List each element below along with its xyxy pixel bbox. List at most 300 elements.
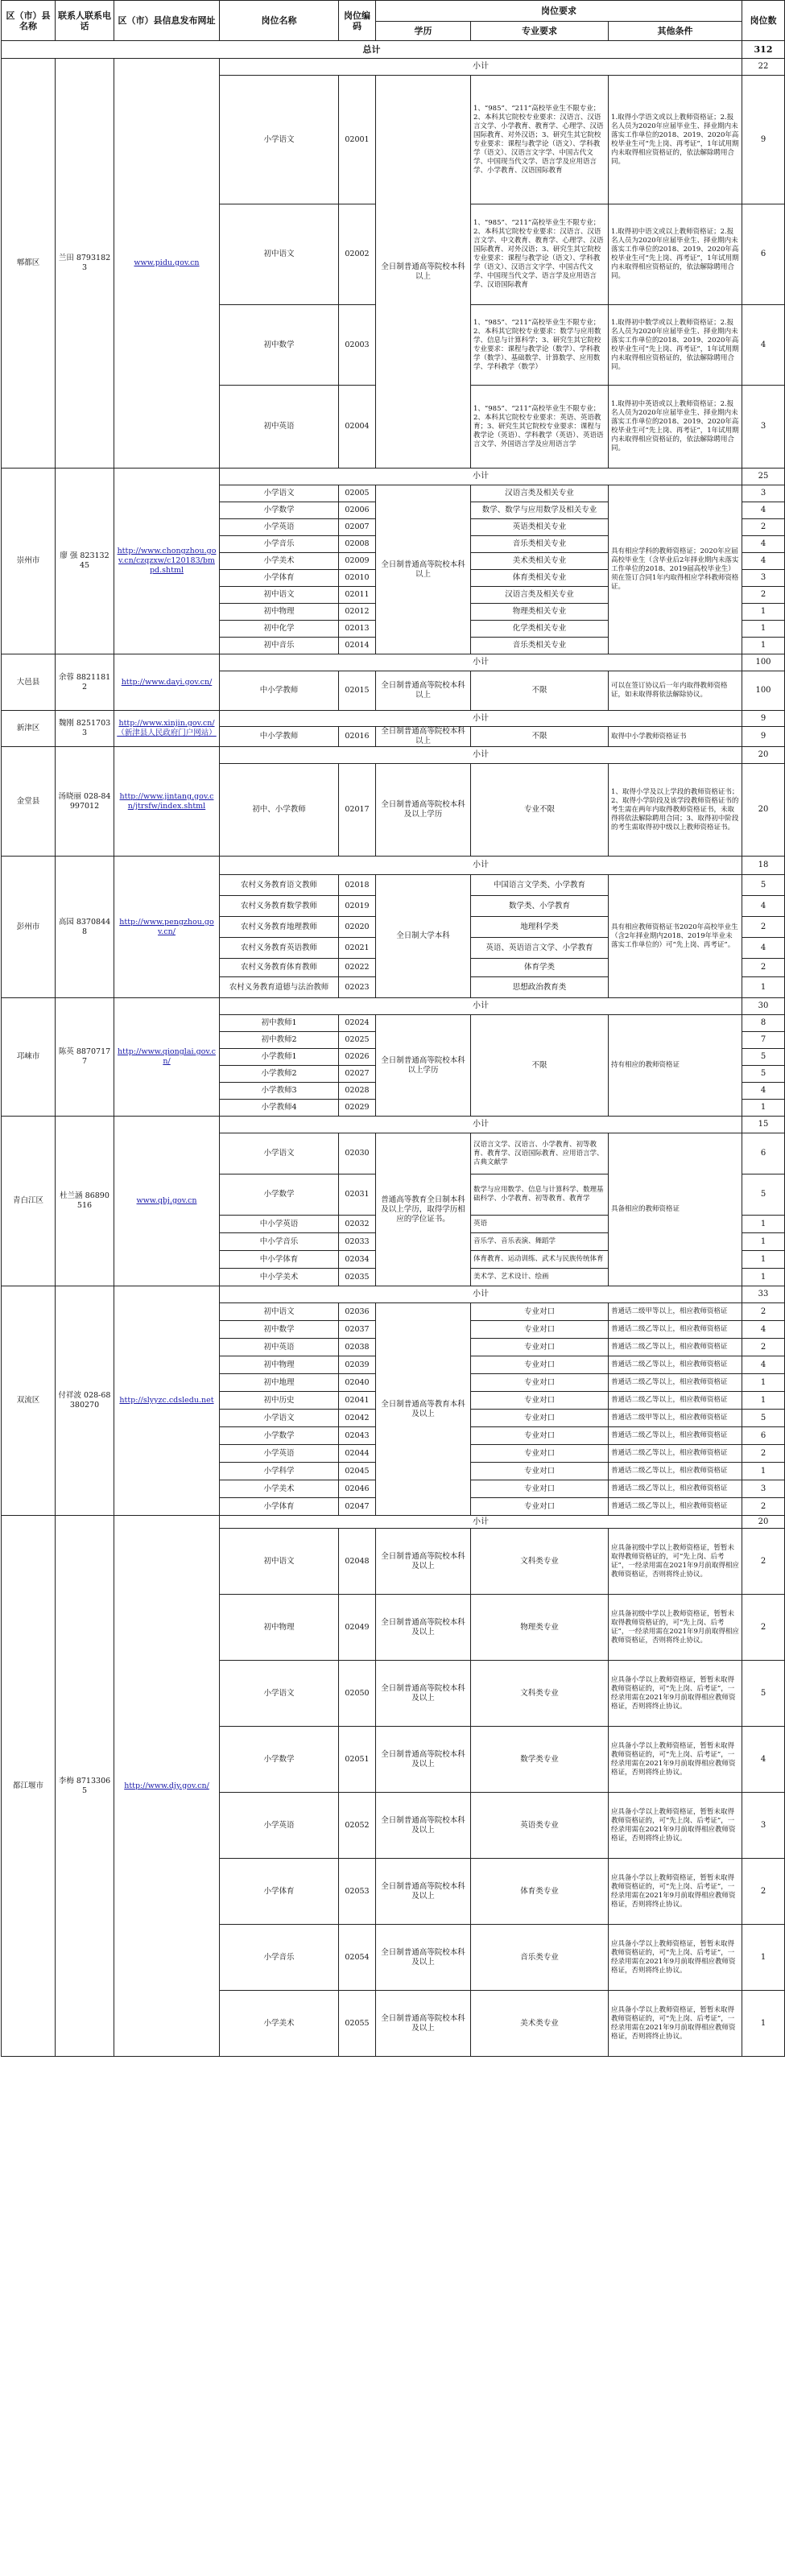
post-count: 100 [742,671,785,711]
post-code: 02026 [339,1049,376,1066]
edu-requirement: 全日制普通高等院校本科及以上 [376,1727,471,1793]
post-name: 小学教师1 [220,1049,339,1066]
subtotal-value: 33 [742,1286,785,1303]
post-name: 小学语文 [220,1661,339,1727]
district-name: 郫都区 [2,59,56,469]
edu-requirement: 全日制大学本科 [376,875,471,998]
district-name: 新津区 [2,711,56,747]
post-code: 02030 [339,1133,376,1174]
subtotal-label: 小计 [220,998,742,1015]
website-cell [114,998,220,1117]
edu-requirement: 全日制普通高等院校本科及以上 [376,1529,471,1595]
post-name: 中小学教师 [220,671,339,711]
major-requirement: 专业对口 [471,1356,609,1374]
post-code: 02015 [339,671,376,711]
post-count: 4 [742,1727,785,1793]
post-count: 2 [742,1595,785,1661]
post-count: 2 [742,1859,785,1925]
contact-info: 付祥波 028-68380270 [56,1286,114,1516]
subtotal-label: 小计 [220,59,742,76]
table-row [2,59,785,76]
major-requirement: 英语、英语语言文学、小学教育 [471,938,609,959]
recruitment-table [1,0,785,2057]
post-code: 02024 [339,1015,376,1032]
contact-info: 廖 强 82313245 [56,469,114,654]
major-requirement: 专业对口 [471,1374,609,1392]
major-requirement: 不限 [471,727,609,747]
edu-requirement: 全日制普通高等院校本科以上 [376,727,471,747]
post-code: 02031 [339,1174,376,1216]
post-name: 中小学美术 [220,1269,339,1286]
major-requirement: 专业对口 [471,1463,609,1480]
post-code: 02021 [339,938,376,959]
major-requirement: 专业对口 [471,1480,609,1498]
header-count: 岗位数 [742,1,785,41]
major-requirement: 汉语言类及相关专业 [471,587,609,604]
other-conditions: 应具备初级中学以上教师资格证，暂暂未取得教师资格证的，可“先上岗、后考证”，一经录用需在2021年9月前取得相应教师资格证，否则将终止协议。 [609,1595,742,1661]
other-conditions: 1.取得小学语文或以上教师资格证；2.报名人员为2020年应届毕业生、择业期内未落实工作单位的2018、2019、2020年高校毕业生可“先上岗、再考证”，1年试用期内未取得相应资格证的，依法解除聘用合同。 [609,76,742,204]
major-requirement: 1、“985”、“211”高校毕业生不限专业；2、本科其它院校专业要求：数学与应用数学、信息与计算科学；3、研究生其它院校专业要求：课程与教学论（数学）、学科教学（数学）、基础数学、计算数学、应用数学、学科教学（数学） [471,305,609,386]
website-link[interactable]: www.qbj.gov.cn [136,1196,197,1205]
edu-requirement: 全日制普通高等院校本科以上 [376,485,471,654]
subtotal-value: 18 [742,857,785,875]
major-requirement: 文科类专业 [471,1661,609,1727]
other-conditions: 普通话二级乙等以上，相应教师资格证 [609,1427,742,1445]
website-cell [114,469,220,654]
major-requirement: 美术学、艺术设计、绘画 [471,1269,609,1286]
website-cell [114,857,220,998]
edu-requirement: 普通高等教育全日制本科及以上学历，取得学历相应的学位证书。 [376,1133,471,1286]
post-name: 小学教师3 [220,1083,339,1100]
post-code: 02050 [339,1661,376,1727]
post-code: 02003 [339,305,376,386]
website-cell [114,1286,220,1516]
other-conditions: 应具备小学以上教师资格证，暂暂未取得教师资格证的，可“先上岗、后考证”，一经录用需在2021年9月前取得相应教师资格证，否则将终止协议。 [609,1727,742,1793]
header-post-name: 岗位名称 [220,1,339,41]
other-conditions: 普通话二级乙等以上，相应教师资格证 [609,1374,742,1392]
post-name: 小学科学 [220,1463,339,1480]
table-row [2,654,785,671]
major-requirement: 不限 [471,1015,609,1117]
major-requirement: 专业对口 [471,1392,609,1410]
major-requirement: 数学与应用数学、信息与计算科学、数理基础科学、小学教育、初等教育、教育学 [471,1174,609,1216]
post-count: 3 [742,1480,785,1498]
post-code: 02014 [339,638,376,654]
other-conditions: 普通话二级甲等以上，相应教师资格证 [609,1410,742,1427]
major-requirement: 音乐类相关专业 [471,536,609,553]
post-count: 1 [742,1269,785,1286]
major-requirement: 中国语言文学类、小学教育 [471,875,609,896]
post-count: 1 [742,1100,785,1117]
table-row [2,1516,785,1529]
post-name: 农村义务教育英语教师 [220,938,339,959]
post-name: 小学数学 [220,1427,339,1445]
post-code: 02032 [339,1216,376,1233]
post-name: 中小学英语 [220,1216,339,1233]
post-code: 02039 [339,1356,376,1374]
post-count: 1 [742,1216,785,1233]
post-name: 初中教师2 [220,1032,339,1049]
post-name: 初中英语 [220,1339,339,1356]
post-name: 初中历史 [220,1392,339,1410]
post-code: 02048 [339,1529,376,1595]
post-count: 6 [742,1427,785,1445]
district-name: 彭州市 [2,857,56,998]
subtotal-label: 小计 [220,1117,742,1133]
post-code: 02016 [339,727,376,747]
post-count: 2 [742,519,785,536]
major-requirement: 英语 [471,1216,609,1233]
post-code: 02027 [339,1066,376,1083]
edu-requirement: 全日制普通高等院校本科以上学历 [376,1015,471,1117]
website-link[interactable]: www.pidu.gov.cn [134,258,200,267]
subtotal-value: 100 [742,654,785,671]
website-link[interactable]: http://slyyzc.cdsledu.net [119,1396,214,1405]
other-conditions: 普通话二级乙等以上，相应教师资格证 [609,1498,742,1516]
post-count: 2 [742,1303,785,1321]
contact-info: 杜兰涵 86890516 [56,1117,114,1286]
post-code: 02040 [339,1374,376,1392]
post-count: 4 [742,502,785,519]
major-requirement: 专业不限 [471,764,609,857]
subtotal-value: 20 [742,747,785,764]
post-code: 02037 [339,1321,376,1339]
contact-info: 李梅 87133065 [56,1516,114,2057]
subtotal-label: 小计 [220,1516,742,1529]
other-conditions: 普通话二级乙等以上，相应教师资格证 [609,1445,742,1463]
post-count: 4 [742,1083,785,1100]
website-link[interactable]: http://www.jintang.gov.cn/jtrsfw/index.shtml [119,791,214,811]
other-conditions: 具备相应的教师资格证 [609,1133,742,1286]
district-name: 崇州市 [2,469,56,654]
post-name: 农村义务教育数学教师 [220,896,339,917]
other-conditions: 1.取得初中数学或以上教师资格证；2.报名人员为2020年应届毕业生、择业期内未落实工作单位的2018、2019、2020年高校毕业生可“先上岗、再考证”，1年试用期内未取得相应资格证的，依法解除聘用合同。 [609,305,742,386]
post-code: 02043 [339,1427,376,1445]
post-name: 小学语文 [220,76,339,204]
post-name: 小学体育 [220,1859,339,1925]
post-code: 02006 [339,502,376,519]
post-name: 农村义务教育体育教师 [220,959,339,977]
major-requirement: 不限 [471,671,609,711]
total-label: 总计 [2,41,742,59]
other-conditions: 普通话二级乙等以上，相应教师资格证 [609,1339,742,1356]
edu-requirement: 全日制普通高等院校本科及以上 [376,1925,471,1991]
major-requirement: 专业对口 [471,1321,609,1339]
post-name: 初中语文 [220,1303,339,1321]
major-requirement: 英语类专业 [471,1793,609,1859]
post-count: 1 [742,1991,785,2057]
post-code: 02022 [339,959,376,977]
post-count: 1 [742,621,785,638]
post-name: 中小学教师 [220,727,339,747]
post-count: 1 [742,604,785,621]
table-row [2,1117,785,1133]
post-name: 农村义务教育地理教师 [220,917,339,938]
post-name: 小学教师2 [220,1066,339,1083]
post-name: 小学美术 [220,553,339,570]
post-name: 小学语文 [220,1410,339,1427]
post-count: 4 [742,305,785,386]
post-name: 初中、小学教师 [220,764,339,857]
header-major: 专业要求 [471,22,609,41]
header-other: 其他条件 [609,22,742,41]
post-name: 小学音乐 [220,536,339,553]
post-code: 02044 [339,1445,376,1463]
contact-info: 汤晓丽 028-84997012 [56,747,114,857]
post-count: 1 [742,1233,785,1251]
major-requirement: 1、“985”、“211”高校毕业生不限专业；2、本科其它院校专业要求：汉语言、汉语言文学、小学教育、教育学、心理学、汉语国际教育、对外汉语；3、研究生其它院校专业要求：课程与教学论（语文）、学科教学（语文）、汉语言文字学、中国古代文学、中国现当代文学、语言学及应用语言学、小学教育、汉语国际教育 [471,76,609,204]
post-name: 小学美术 [220,1480,339,1498]
post-count: 1 [742,638,785,654]
major-requirement: 音乐类专业 [471,1925,609,1991]
post-count: 4 [742,938,785,959]
website-link[interactable]: http://www.chongzhou.gov.cn/czqzxw/c120183/bmpd.shtml [117,547,217,575]
major-requirement: 汉语言类及相关专业 [471,485,609,502]
major-requirement: 专业对口 [471,1498,609,1516]
major-requirement: 地理科学类 [471,917,609,938]
post-name: 小学体育 [220,570,339,587]
post-code: 02035 [339,1269,376,1286]
post-name: 初中物理 [220,604,339,621]
major-requirement: 物理类相关专业 [471,604,609,621]
post-count: 5 [742,875,785,896]
post-code: 02020 [339,917,376,938]
website-link[interactable]: http://www.djy.gov.cn/ [124,1781,209,1790]
post-code: 02036 [339,1303,376,1321]
post-code: 02011 [339,587,376,604]
edu-requirement: 全日制普通高等院校本科及以上 [376,1595,471,1661]
major-requirement: 专业对口 [471,1339,609,1356]
post-code: 02019 [339,896,376,917]
post-code: 02055 [339,1991,376,2057]
district-name: 青白江区 [2,1117,56,1286]
post-code: 02013 [339,621,376,638]
post-count: 2 [742,1498,785,1516]
other-conditions: 普通话二级甲等以上，相应教师资格证 [609,1303,742,1321]
post-code: 02007 [339,519,376,536]
major-requirement: 专业对口 [471,1445,609,1463]
website-link[interactable]: http://www.xinjin.gov.cn/（新津县人民政府门户网站） [117,719,217,737]
post-count: 3 [742,386,785,469]
major-requirement: 思想政治教育类 [471,977,609,998]
post-name: 小学数学 [220,1174,339,1216]
post-name: 小学数学 [220,502,339,519]
major-requirement: 英语类相关专业 [471,519,609,536]
major-requirement: 数学、数学与应用数学及相关专业 [471,502,609,519]
website-cell [114,1516,220,2057]
post-code: 02041 [339,1392,376,1410]
major-requirement: 体育教育、运动训练、武术与民族传统体育 [471,1251,609,1269]
post-count: 8 [742,1015,785,1032]
post-count: 9 [742,727,785,747]
post-name: 初中教师1 [220,1015,339,1032]
other-conditions: 普通话二级乙等以上，相应教师资格证 [609,1463,742,1480]
post-code: 02025 [339,1032,376,1049]
other-conditions: 1.取得初中英语或以上教师资格证；2.报名人员为2020年应届毕业生、择业期内未落实工作单位的2018、2019、2020年高校毕业生可“先上岗、再考证”，1年试用期内未取得相应资格证的，依法解除聘用合同。 [609,386,742,469]
post-count: 1 [742,1463,785,1480]
other-conditions: 取得中小学教师资格证书 [609,727,742,747]
post-count: 5 [742,1174,785,1216]
post-name: 小学英语 [220,519,339,536]
post-count: 2 [742,1339,785,1356]
post-count: 2 [742,917,785,938]
edu-requirement: 全日制普通高等院校本科以上 [376,76,471,469]
post-count: 2 [742,1445,785,1463]
post-code: 02008 [339,536,376,553]
post-count: 1 [742,977,785,998]
major-requirement: 1、“985”、“211”高校毕业生不限专业；2、本科其它院校专业要求：英语、英语教育；3、研究生其它院校专业要求：课程与教学论（英语）、学科教学（英语）、英语语言文学、外国语言学及应用语言学 [471,386,609,469]
post-count: 3 [742,485,785,502]
table-row [2,1286,785,1303]
major-requirement: 物理类专业 [471,1595,609,1661]
other-conditions: 普通话二级乙等以上，相应教师资格证 [609,1480,742,1498]
edu-requirement: 全日制普通高等院校本科及以上 [376,1661,471,1727]
post-count: 3 [742,1793,785,1859]
other-conditions: 普通话二级乙等以上，相应教师资格证 [609,1392,742,1410]
subtotal-value: 9 [742,711,785,727]
other-conditions: 普通话二级乙等以上，相应教师资格证 [609,1321,742,1339]
post-name: 小学数学 [220,1727,339,1793]
major-requirement: 美术类专业 [471,1991,609,2057]
table-row [2,711,785,727]
other-conditions: 应具备小学以上教师资格证，暂暂未取得教师资格证的，可“先上岗、后考证”，一经录用需在2021年9月前取得相应教师资格证，否则将终止协议。 [609,1661,742,1727]
major-requirement: 数学类专业 [471,1727,609,1793]
post-code: 02029 [339,1100,376,1117]
website-link[interactable]: http://www.qionglai.gov.cn/ [118,1047,216,1066]
major-requirement: 专业对口 [471,1303,609,1321]
post-name: 初中化学 [220,621,339,638]
post-name: 小学英语 [220,1445,339,1463]
post-name: 小学教师4 [220,1100,339,1117]
post-name: 初中语文 [220,204,339,305]
post-count: 2 [742,1529,785,1595]
district-name: 邛崃市 [2,998,56,1117]
post-count: 1 [742,1392,785,1410]
subtotal-value: 22 [742,59,785,76]
post-name: 初中语文 [220,1529,339,1595]
post-code: 02053 [339,1859,376,1925]
post-code: 02047 [339,1498,376,1516]
post-name: 小学音乐 [220,1925,339,1991]
other-conditions: 具有相应教师资格证书2020年高校毕业生（含2年择业期内2018、2019年毕业未落实工作单位的）可“先上岗、再考证”。 [609,875,742,998]
post-count: 6 [742,1133,785,1174]
website-cell [114,747,220,857]
major-requirement: 体育类相关专业 [471,570,609,587]
post-code: 02023 [339,977,376,998]
website-link[interactable]: http://www.dayi.gov.cn/ [121,677,213,687]
post-count: 4 [742,553,785,570]
other-conditions: 普通话二级乙等以上，相应教师资格证 [609,1356,742,1374]
post-count: 1 [742,1251,785,1269]
major-requirement: 体育学类 [471,959,609,977]
post-count: 5 [742,1066,785,1083]
post-code: 02009 [339,553,376,570]
total-value: 312 [742,41,785,59]
subtotal-label: 小计 [220,747,742,764]
post-name: 初中数学 [220,1321,339,1339]
post-name: 初中物理 [220,1356,339,1374]
subtotal-label: 小计 [220,857,742,875]
website-cell [114,59,220,469]
post-code: 02028 [339,1083,376,1100]
subtotal-label: 小计 [220,1286,742,1303]
subtotal-value: 20 [742,1516,785,1529]
subtotal-label: 小计 [220,469,742,485]
post-count: 5 [742,1661,785,1727]
post-count: 2 [742,959,785,977]
other-conditions: 具有相应学科的教师资格证；2020年应届高校毕业生（含毕业后2年择业期内未落实工作单位的2018、2019届高校毕业生）须在签订合同1年内取得相应学科教师资格证。 [609,485,742,654]
website-link[interactable]: http://www.pengzhou.gov.cn/ [119,917,214,936]
subtotal-value: 25 [742,469,785,485]
post-code: 02002 [339,204,376,305]
post-name: 初中音乐 [220,638,339,654]
subtotal-value: 15 [742,1117,785,1133]
table-row [2,469,785,485]
major-requirement: 专业对口 [471,1410,609,1427]
post-code: 02052 [339,1793,376,1859]
post-code: 02038 [339,1339,376,1356]
major-requirement: 汉语言文学、汉语言、小学教育、初等教育、教育学、汉语国际教育、应用语言学、古典文献学 [471,1133,609,1174]
post-count: 5 [742,1410,785,1427]
post-name: 初中语文 [220,587,339,604]
post-code: 02018 [339,875,376,896]
major-requirement: 化学类相关专业 [471,621,609,638]
header-edu: 学历 [376,22,471,41]
other-conditions: 应具备小学以上教师资格证，暂暂未取得教师资格证的，可“先上岗、后考证”，一经录用需在2021年9月前取得相应教师资格证，否则将终止协议。 [609,1991,742,2057]
other-conditions: 持有相应的教师资格证 [609,1015,742,1117]
edu-requirement: 全日制普通高等院校本科及以上学历 [376,764,471,857]
district-name: 金堂县 [2,747,56,857]
header-district: 区（市）县名称 [2,1,56,41]
post-code: 02004 [339,386,376,469]
other-conditions: 应具备小学以上教师资格证，暂暂未取得教师资格证的，可“先上岗、后考证”，一经录用需在2021年9月前取得相应教师资格证，否则将终止协议。 [609,1859,742,1925]
post-count: 6 [742,204,785,305]
post-count: 5 [742,1049,785,1066]
post-code: 02051 [339,1727,376,1793]
major-requirement: 专业对口 [471,1427,609,1445]
major-requirement: 美术类相关专业 [471,553,609,570]
other-conditions: 1、取得小学及以上学段的教师资格证书；2、取得小学阶段及该学段教师资格证书的考生需在两年内取得教师资格证书，未取得将依法解除聘用合同；3、取得初中阶段的考生需取得初中级以上教师资格证书。 [609,764,742,857]
post-name: 小学体育 [220,1498,339,1516]
edu-requirement: 全日制普通高等院校本科及以上 [376,1991,471,2057]
post-count: 4 [742,1356,785,1374]
contact-info: 兰田 87931823 [56,59,114,469]
contact-info: 余蓉 88211812 [56,654,114,711]
subtotal-value: 30 [742,998,785,1015]
post-name: 初中英语 [220,386,339,469]
district-name: 大邑县 [2,654,56,711]
post-code: 02033 [339,1233,376,1251]
other-conditions: 1.取得初中语文或以上教师资格证；2.报名人员为2020年应届毕业生、择业期内未落实工作单位的2018、2019、2020年高校毕业生可“先上岗、再考证”，1年试用期内未取得相应资格证的，依法解除聘用合同。 [609,204,742,305]
website-cell [114,711,220,747]
post-code: 02054 [339,1925,376,1991]
post-code: 02045 [339,1463,376,1480]
header-website: 区（市）县信息发布网址 [114,1,220,41]
post-name: 小学语文 [220,1133,339,1174]
other-conditions: 可以在签订协议后一年内取得教师资格证，如未取得将依法解除协议。 [609,671,742,711]
post-count: 20 [742,764,785,857]
major-requirement: 体育类专业 [471,1859,609,1925]
header-requirements: 岗位要求 [376,1,742,22]
edu-requirement: 全日制普通高等院校本科及以上 [376,1859,471,1925]
contact-info: 魏刚 82517033 [56,711,114,747]
post-name: 小学美术 [220,1991,339,2057]
subtotal-label: 小计 [220,654,742,671]
table-row [2,857,785,875]
post-code: 02012 [339,604,376,621]
post-name: 初中数学 [220,305,339,386]
post-count: 9 [742,76,785,204]
